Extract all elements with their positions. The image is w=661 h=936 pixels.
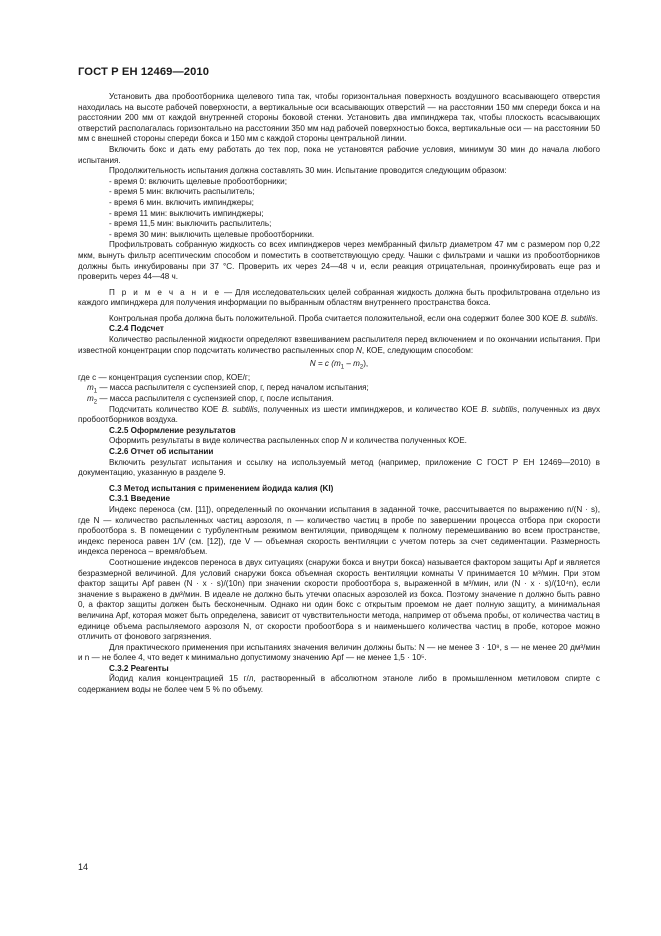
- document-body: [78, 92, 600, 696]
- list-item: - время 30 мин: выключить щелевые пробоотборники.: [109, 229, 315, 239]
- section-heading-c26: С.2.6 Отчет об испытании: [109, 447, 214, 456]
- paragraph-counting: [78, 335, 600, 356]
- formula-sub: 2: [359, 364, 364, 371]
- where-symbol: m: [87, 394, 94, 404]
- where-text: — концентрация суспензии спор, КОЕ/г;: [96, 372, 251, 382]
- paragraph-results: [78, 436, 600, 447]
- text-run: Контрольная проба должна быть положительной. Проба считается положительной, если она содержит более 300 КОЕ: [109, 313, 561, 323]
- paragraph-transfer-index: Индекс переноса (см. [11]), определенный по окончании испытания в заданной точке, рассчитывается по выражению n/(N · s), где N — количество распыленных частиц аэрозоля, n — количество частиц в пробе по завершении процесса отбора при скорости пробоотбора s. В помещении с турбулентным режимом вентиляции, приводящем к полному перемешиванию во всем пространстве, индекс переноса равен 1/V (см. [12]), где V — объемная скорость вентиляции с учетом потерь за счет седиментации. Размерность индекса переноса – время/объем.: [78, 504, 600, 557]
- paragraph-placement: Установить два пробоотборника щелевого типа так, чтобы горизонтальная поверхность воздушного всасывающего отверстия находилась на высоте рабочей поверхности, а вертикальные оси всасывающих отверстий — на расстоянии 150 мм спереди бокса и на расстоянии 200 мм от каждой внутренней стороны боковой стенки. Установить два импинджера так, чтобы плоскость всасывающих отверстий располагалась горизонтально на расстоянии 350 мм над рабочей поверхностью бокса, вертикальные оси — на расстоянии 50 мм с внешней стороны спереди бокса и 150 мм с каждой стороны центральной линии.: [78, 92, 600, 144]
- variable: N: [356, 345, 362, 355]
- section-heading-c25: С.2.5 Оформление результатов: [109, 425, 236, 435]
- paragraph-report: Включить результат испытания и ссылку на используемый метод (например, приложение С ГОСТ Р ЕН 12469—2010) в документацию, указанную в разделе 9.: [78, 457, 600, 478]
- section-heading-c3: С.3 Метод испытания с применением йодида калия (KI): [109, 483, 334, 493]
- formula-part: – m: [344, 359, 360, 369]
- formula-part: N = c (m: [309, 359, 341, 369]
- list-item: - время 11 мин: выключить импинджеры;: [109, 208, 264, 218]
- note-text: — Для исследовательских целей собранная жидкость должна быть профильтрована отдельно из каждого импинджера для получения информации по выбранным областям внутреннего пространства бокса.: [78, 287, 600, 308]
- paragraph-control: [78, 314, 600, 325]
- page-header: ГОСТ Р ЕН 12469—2010: [78, 66, 210, 78]
- where-symbol: m: [87, 383, 94, 393]
- paragraph-startup: Включить бокс и дать ему работать до тех пор, пока не установятся рабочие условия, минимум 30 мин до начала любого испытания.: [78, 144, 600, 165]
- paragraph-filtering: Профильтровать собранную жидкость со всех импинджеров через мембранный фильтр диаметром 47 мм с размером пор 0,22 мкм, вынуть фильтр асептическим способом и поместить в соответствующую среду. Чашки с фильтрами и чашки из пробоотборников должны быть инкубированы при 37 °С. Проверить их через 24—48 ч и, если реакция отрицательная, проинкубировать еще раз и проверить через 44—48 ч.: [78, 240, 600, 282]
- section-heading-c31: С.3.1 Введение: [109, 494, 171, 504]
- list-item: - время 5 мин: включить распылитель;: [109, 187, 255, 197]
- text-run: Оформить результаты в виде количества распыленных спор: [109, 436, 342, 446]
- formula: [78, 359, 600, 370]
- formula-part: ),: [363, 359, 369, 369]
- section-heading-c32: С.3.2 Реагенты: [109, 663, 169, 673]
- text-run: .: [595, 313, 598, 323]
- where-text: — масса распылителя с суспензией спор, г, перед началом испытания;: [97, 383, 369, 393]
- text-run: и количества полученных КОЕ.: [347, 436, 467, 446]
- paragraph-reagents: Йодид калия концентрацией 15 г/л, растворенный в абсолютном этаноле либо в промышленном метиловом спирте с содержанием воды не более чем 5 % по объему.: [78, 674, 600, 695]
- paragraph-protection-factor: Соотношение индексов переноса в двух ситуациях (снаружи бокса и внутри бокса) называется фактором защиты Apf и является безразмерной величиной. Для условий снаружи бокса объемная скорость вентиляции комнаты V принимается 10 м³/мин. При этом фактор защиты Apf равен (N · x · s)/(10n) при значении скорости пробоотбора s, выраженной в м³/мин, или (N · x · s)/(10⁴n), если значение s выражено в дм³/мин. В идеале не должно быть утечки опасных аэрозолей из бокса. Поэтому значение n должно быть равно 0, а фактор защиты должен быть бесконечным. Однако ни один бокс с открытым проемом не дает полную защиту, а минимальная величина Apf, которая может быть определена, зависит от чувствительности метода, например от объема пробы, от количества частиц в единице объема распыляемого аэрозоля N, от скорости пробоотбора s и наименьшего количества частиц в пробе, которое можно отличить от фонового загрязнения.: [78, 557, 600, 642]
- where-sub: 2: [93, 399, 98, 406]
- list-item: - время 11,5 мин: выключить распылитель;: [109, 219, 272, 229]
- page-number: 14: [78, 862, 89, 872]
- paragraph-duration: Продолжительность испытания должна составлять 30 мин. Испытание проводится следующим образом:: [109, 166, 507, 176]
- text-run: , полученных из двух пробоотборников воздуха.: [78, 404, 601, 425]
- organism-name: B. subtilis: [481, 404, 518, 414]
- where-item: [78, 383, 600, 394]
- where-sub: 1: [93, 389, 98, 396]
- where-item: [78, 373, 600, 384]
- where-item: [78, 394, 600, 405]
- note-label: П р и м е ч а н и е: [109, 287, 221, 297]
- organism-name: B. subtilis: [560, 313, 596, 323]
- text-run: , КОЕ, следующим способом:: [361, 345, 474, 355]
- variable: N: [341, 436, 347, 446]
- paragraph-cfu: [78, 405, 600, 426]
- section-heading-c24: С.2.4 Подсчет: [109, 324, 164, 334]
- note-paragraph: [78, 288, 600, 309]
- where-symbol: где c: [78, 372, 97, 382]
- text-run: , полученных из шести импинджеров, и количество КОЕ: [257, 404, 482, 414]
- where-text: — масса распылителя с суспензией спор, г, после испытания.: [97, 394, 334, 404]
- list-item: - время 6 мин. включить импинджеры;: [109, 197, 254, 207]
- list-item: - время 0: включить щелевые пробоотборники;: [109, 176, 287, 186]
- text-run: Количество распыленной жидкости определяют взвешиванием распылителя перед включением и по окончании испытания. При известной концентрации спор подсчитать количество распыленных спор: [78, 335, 600, 355]
- formula-sub: 1: [340, 364, 345, 371]
- paragraph-practical-values: Для практического применения при испытаниях значения величин должны быть: N — не менее 3 · 10⁸, s — не менее 20 дм³/мин и n — не более 4, что ведет к минимально допустимому значению Apf — не менее 1,5 · 10⁵.: [78, 642, 600, 663]
- organism-name: B. subtilis: [221, 404, 258, 414]
- text-run: Подсчитать количество КОЕ: [109, 404, 222, 414]
